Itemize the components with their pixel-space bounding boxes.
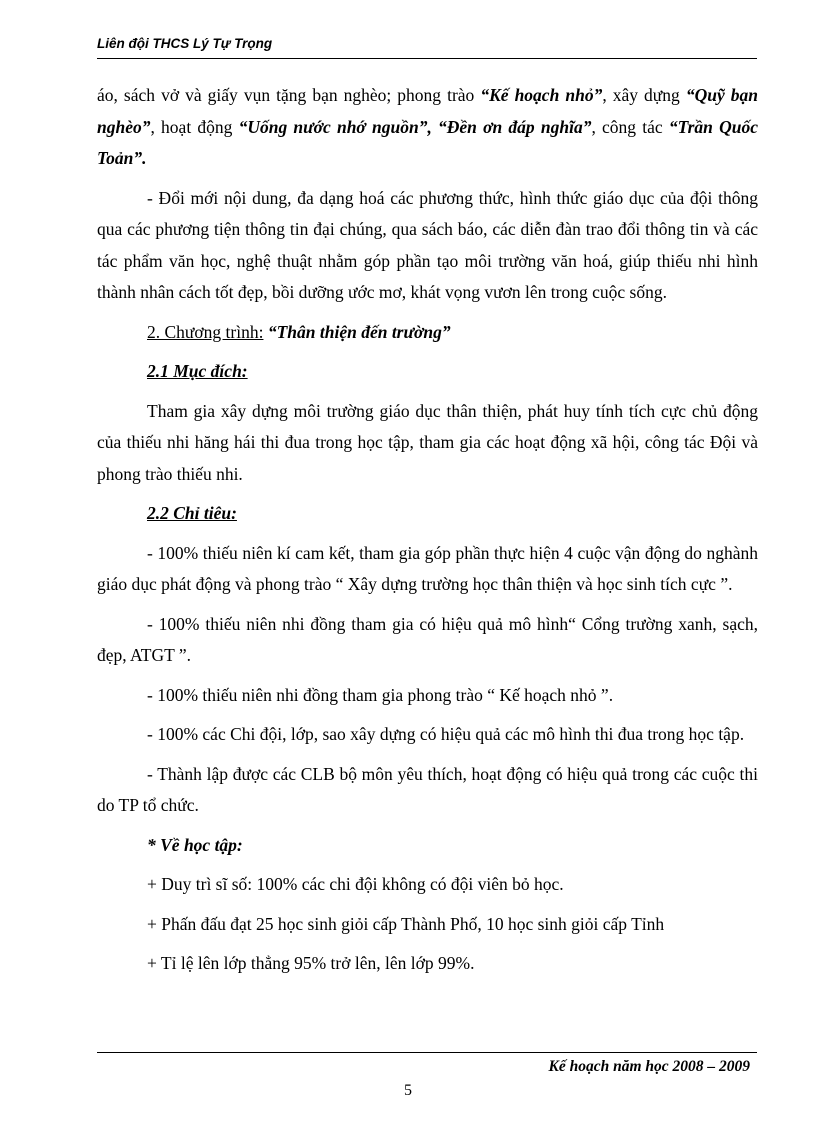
paragraph-innovation: - Đổi mới nội dung, đa dạng hoá các phương thức, hình thức giáo dục của đội thông qua các phương tiện thông tin đại chúng, qua sách báo, các diễn đàn trao đổi thông tin và các tác phẩm văn học, nghệ thuật nhằm góp phần tạo môi trường văn hoá, giúp thiếu nhi hình thành nhân cách tốt đẹp, bồi dưỡng ước mơ, khát vọng vươn lên trong cuộc sống. — [97, 187, 758, 302]
study-item: + Phấn đấu đạt 25 học sinh giỏi cấp Thành Phố, 10 học sinh giỏi cấp Tỉnh — [147, 913, 665, 934]
footer-rule — [97, 1052, 757, 1053]
study-item: + Tỉ lệ lên lớp thẳng 95% trở lên, lên lớp 99%. — [147, 953, 475, 973]
subsection-heading-targets — [97, 498, 758, 530]
quoted-activities: “Uống nước nhớ nguồn”, “Đền ơn đáp nghĩa” — [238, 116, 592, 137]
subsection-heading-purpose — [97, 356, 758, 388]
footer-title: Kế hoạch năm học 2008 – 2009 — [548, 1058, 750, 1075]
section-heading — [97, 317, 758, 349]
target-item: - Thành lập được các CLB bộ môn yêu thích, hoạt động có hiệu quả trong các cuộc thi do TP tổ chức. — [97, 763, 758, 815]
paragraph-continuation — [97, 80, 758, 175]
quoted-movement: “Kế hoạch nhỏ” — [480, 85, 603, 105]
document-body — [97, 80, 758, 980]
study-item: + Duy trì sĩ số: 100% các chi đội không có đội viên bỏ học. — [147, 874, 564, 894]
text-run: , hoạt động — [150, 116, 239, 137]
paragraph-purpose: Tham gia xây dựng môi trường giáo dục thân thiện, phát huy tính tích cực chủ động của thiếu nhi hăng hái thi đua trong học tập, tham gia các hoạt động xã hội, công tác Đội và phong trào thiếu nhi. — [97, 400, 758, 484]
study-heading — [97, 830, 758, 862]
page-number: 5 — [404, 1082, 412, 1099]
quoted-work: “Trần Quốc Toản”. — [97, 116, 758, 168]
study-label: * Về học tập: — [147, 834, 243, 855]
target-item: - 100% thiếu niên nhi đồng tham gia có hiệu quả mô hình“ Cổng trường xanh, sạch, đẹp, ATGT ”. — [97, 613, 758, 665]
header-text: Liên đội THCS Lý Tự Trọng — [97, 36, 273, 51]
section-label: 2. Chương trình: — [147, 321, 264, 342]
text-run: , công tác — [591, 116, 669, 137]
text-run: áo, sách vở và giấy vụn tặng bạn nghèo; phong trào — [97, 85, 481, 105]
quoted-fund: “Quỹ bạn nghèo” — [97, 85, 759, 137]
subsection-label: 2.1 Mục đích: — [147, 361, 248, 381]
target-item: - 100% các Chi đội, lớp, sao xây dựng có hiệu quả các mô hình thi đua trong học tập. — [147, 724, 745, 744]
target-item: - 100% thiếu niên kí cam kết, tham gia góp phần thực hiện 4 cuộc vận động do nghành giáo dục phát động và phong trào “ Xây dựng trường học thân thiện và học sinh tích cực ”. — [97, 542, 758, 594]
header-rule — [97, 58, 757, 59]
section-title: “Thân thiện đến trường” — [267, 321, 451, 342]
subsection-label: 2.2 Chỉ tiêu: — [147, 503, 237, 523]
target-item: - 100% thiếu niên nhi đồng tham gia phong trào “ Kế hoạch nhỏ ”. — [147, 684, 614, 705]
text-run: , xây dựng — [602, 85, 686, 105]
